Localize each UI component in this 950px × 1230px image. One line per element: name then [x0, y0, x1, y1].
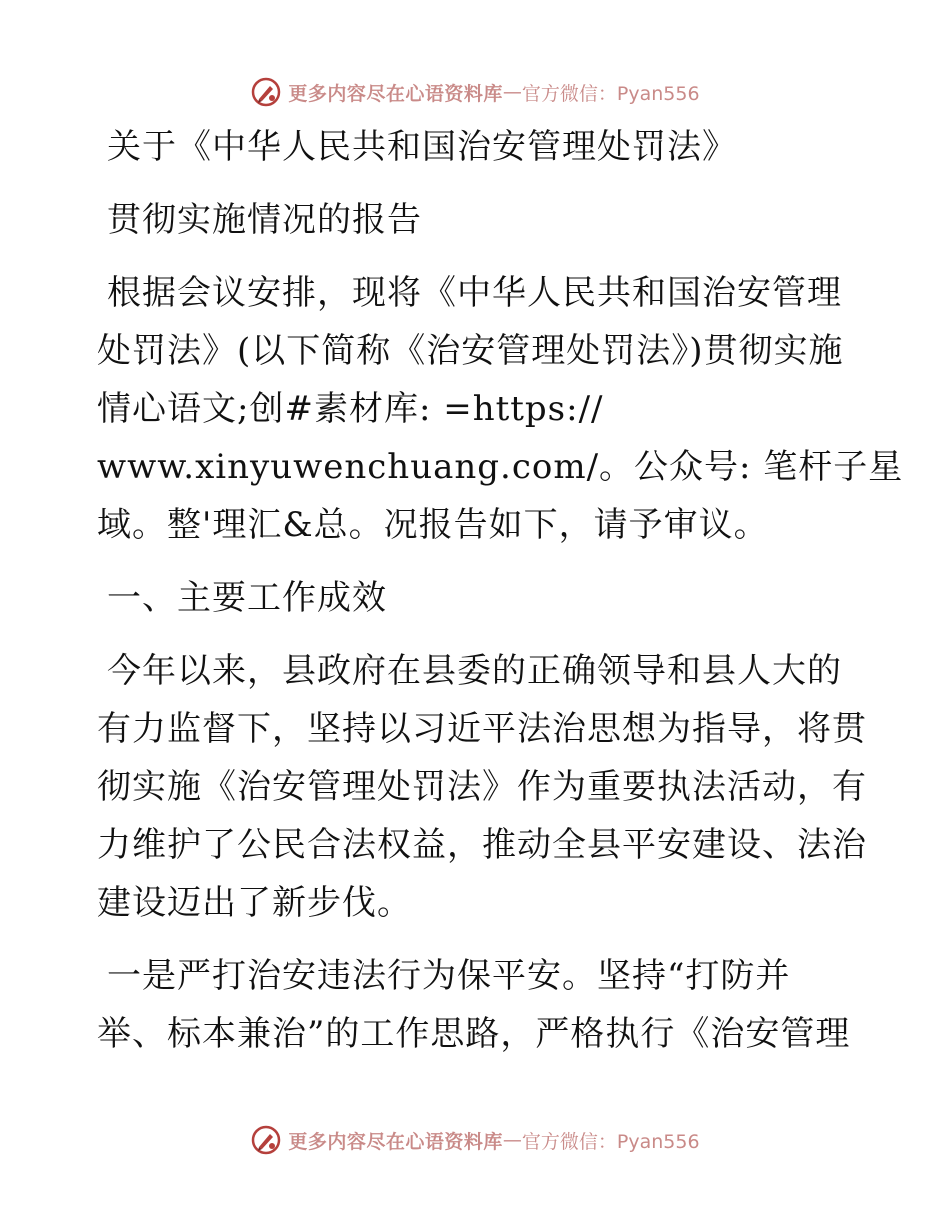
watermark-brand: 更多内容尽在心语资料库	[288, 82, 503, 105]
watermark-header	[0, 72, 950, 112]
paragraph-line: 彻实施《治安管理处罚法》作为重要执法活动，有	[97, 767, 867, 807]
paragraph-line: 建设迈出了新步伐。	[97, 883, 412, 923]
intro-line: 处罚法》(以下简称《治安管理处罚法》)贯彻实施	[97, 331, 844, 371]
paragraph-achievements	[97, 642, 867, 932]
watermark-brand: 更多内容尽在心语资料库	[288, 1130, 503, 1153]
watermark-official: 官方微信：Pyan556	[521, 82, 700, 105]
intro-line: 域。整'理汇&总。况报告如下，请予审议。	[97, 505, 769, 545]
section-heading: 一、主要工作成效	[107, 578, 387, 618]
watermark-separator: —	[502, 81, 522, 103]
doc-title-line-1: 关于《中华人民共和国治安管理处罚法》	[107, 127, 737, 167]
watermark-official: 官方微信：Pyan556	[521, 1130, 700, 1153]
pen-logo-icon	[250, 1124, 282, 1156]
paragraph-line: 一是严打治安违法行为保平安。坚持“打防并	[107, 956, 791, 996]
watermark-separator: —	[502, 1129, 522, 1151]
watermark-footer	[0, 1120, 950, 1160]
paragraph-line: 有力监督下，坚持以习近平法治思想为指导，将贯	[97, 709, 867, 749]
intro-paragraph	[97, 264, 904, 554]
paragraph-line: 力维护了公民合法权益，推动全县平安建设、法治	[97, 825, 867, 865]
doc-title-line-2: 贯彻实施情况的报告	[107, 200, 422, 240]
document-body	[97, 118, 904, 1063]
paragraph-line: 举、标本兼治”的工作思路，严格执行《治安管理	[97, 1014, 851, 1054]
pen-logo-icon	[250, 76, 282, 108]
intro-line: 情心语文;创#素材库: =https://	[97, 389, 604, 429]
paragraph-first-point	[97, 947, 857, 1063]
paragraph-line: 今年以来，县政府在县委的正确领导和县人大的	[107, 651, 842, 691]
intro-line: 根据会议安排，现将《中华人民共和国治安管理	[107, 273, 842, 313]
intro-line: www.xinyuwenchuang.com/。公众号: 笔杆子星	[97, 447, 904, 487]
